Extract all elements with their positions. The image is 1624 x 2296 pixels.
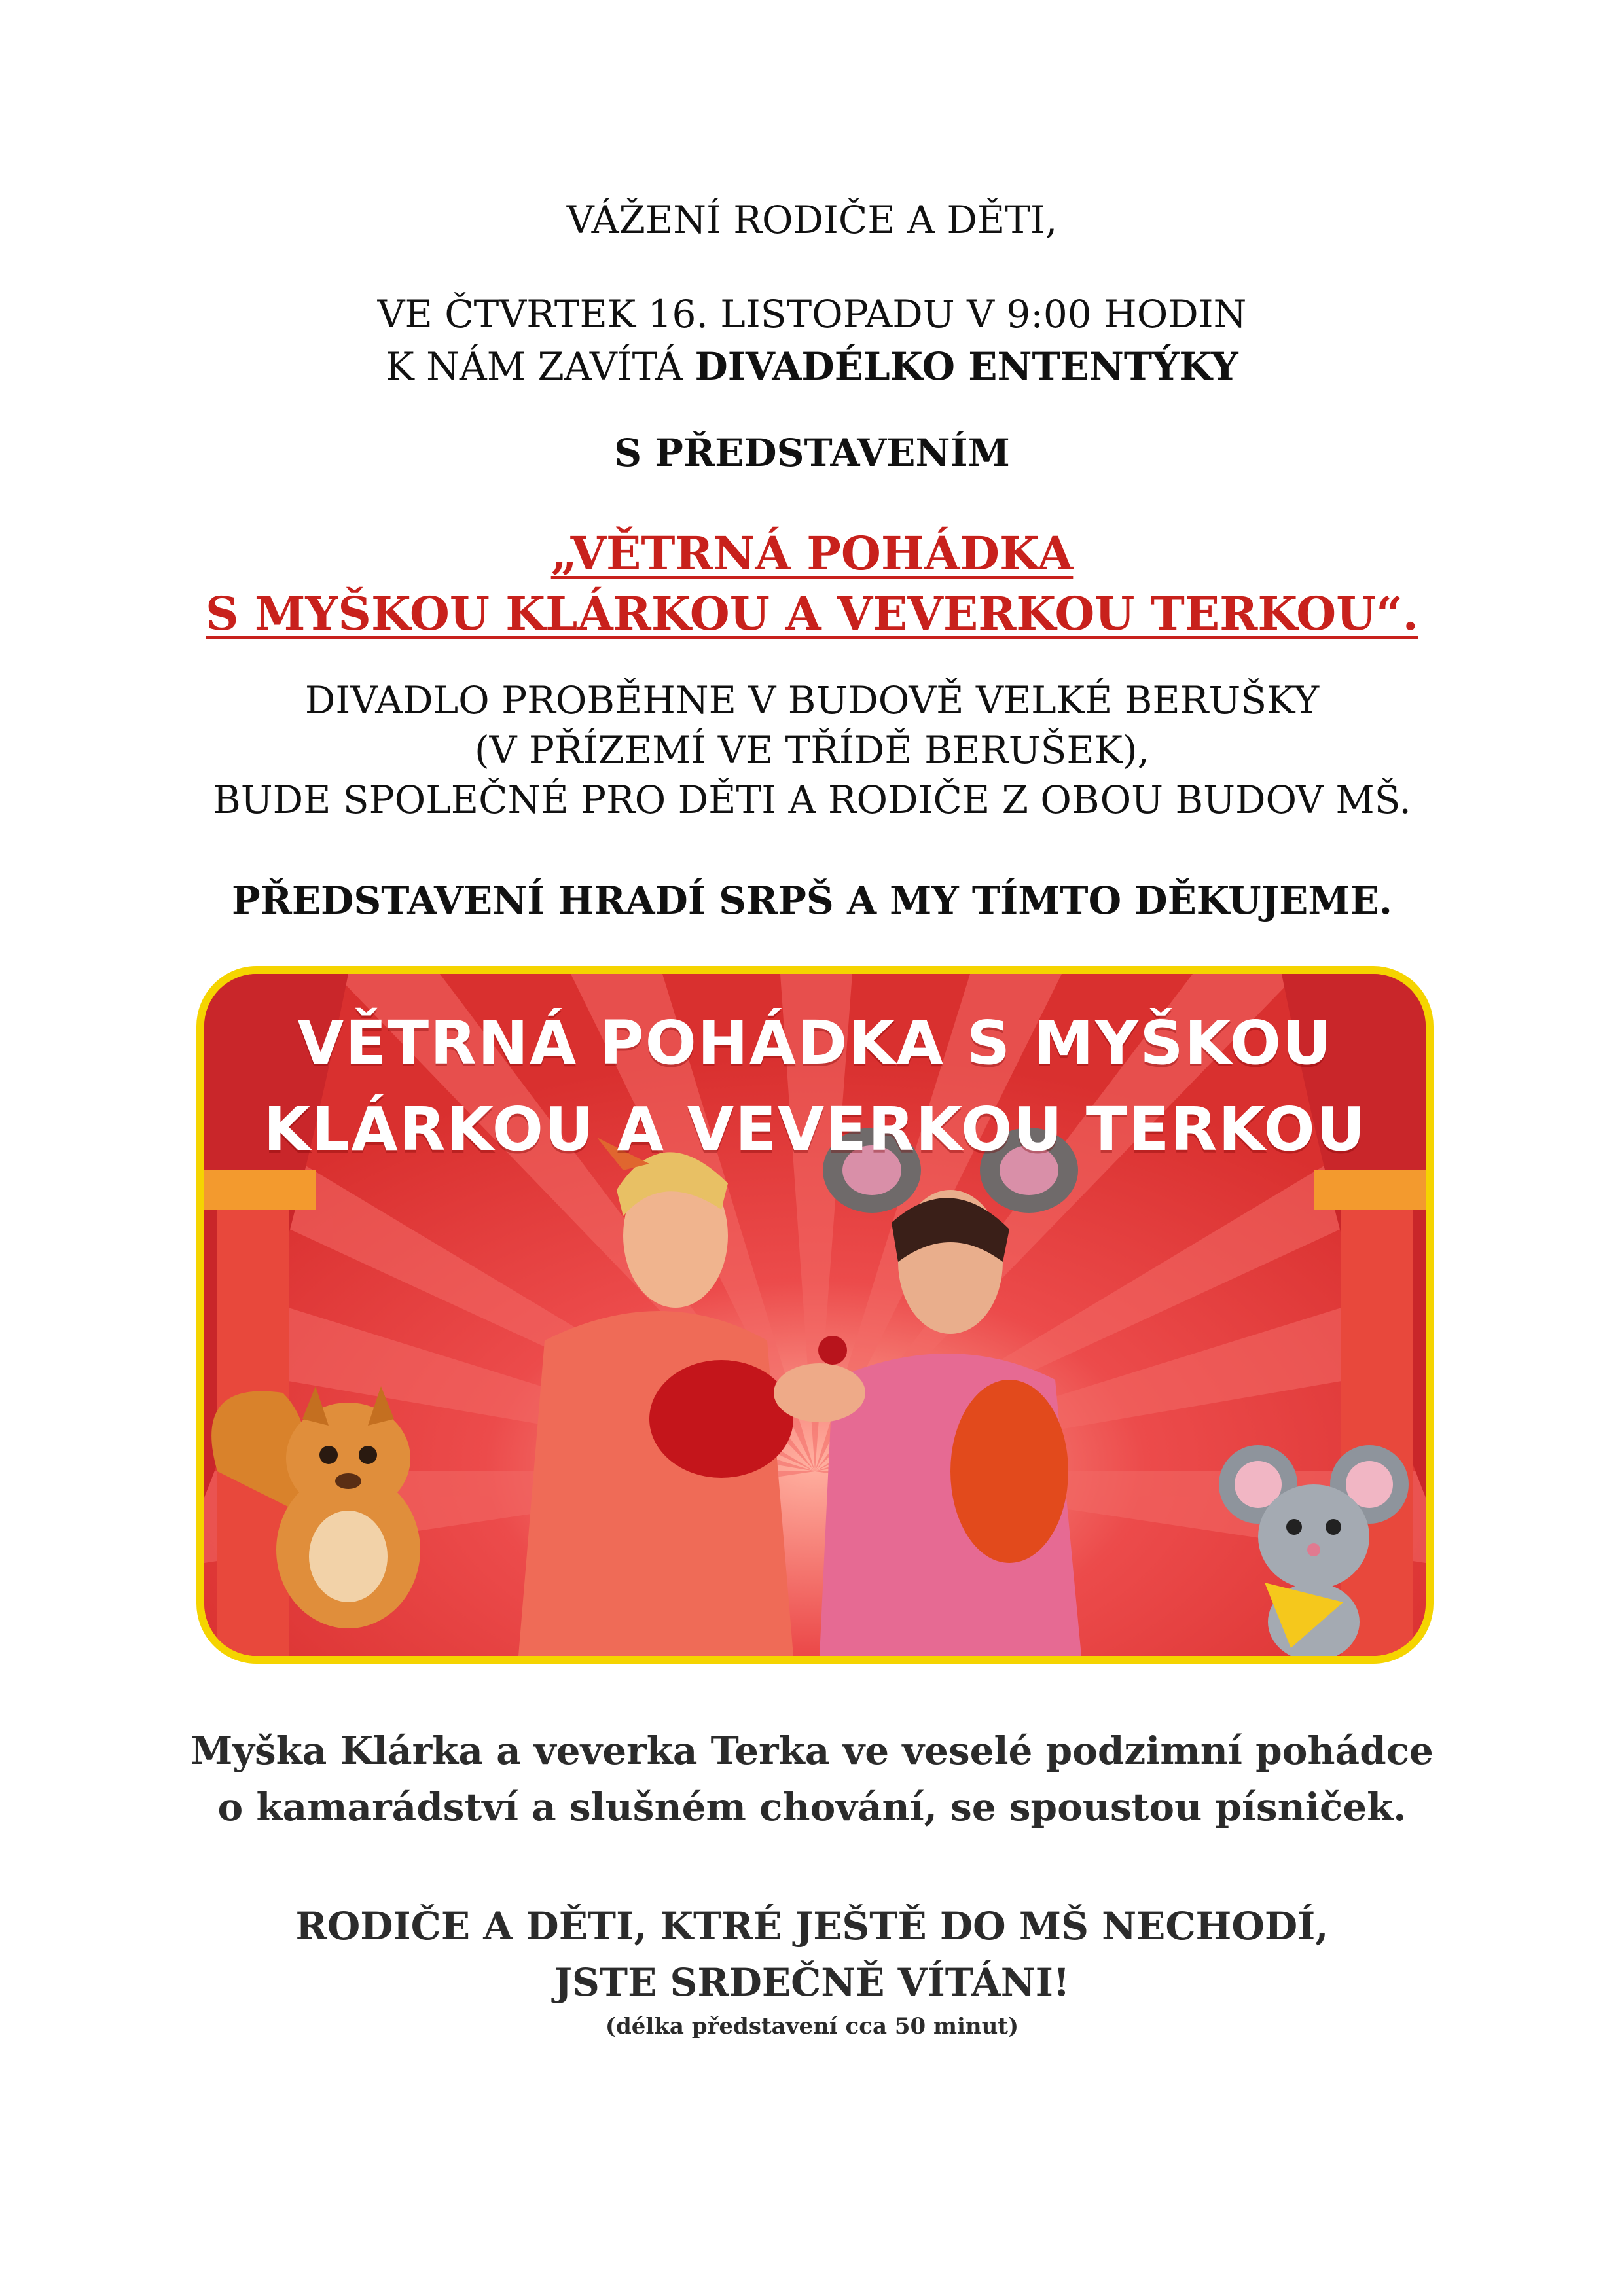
left-column-capital <box>204 1170 316 1210</box>
poster-title-line-1: VĚTRNÁ POHÁDKA S MYŠKOU <box>297 1008 1333 1078</box>
show-title <box>0 524 1624 644</box>
welcome-line-2: JSTE SRDEČNĚ VÍTÁNI! <box>554 1960 1070 2005</box>
sponsor-thanks <box>0 874 1624 927</box>
theatre-name: DIVADÉLKO ENTENTÝKY <box>695 344 1238 389</box>
welcome-line-1: RODIČE A DĚTI, KTRÉ JEŠTĚ DO MŠ NECHODÍ, <box>295 1904 1329 1948</box>
location-info <box>0 675 1624 825</box>
show-title-line-1: „VĚTRNÁ POHÁDKA <box>550 526 1074 581</box>
show-title-line-2: S MYŠKOU KLÁRKOU A VEVERKOU TERKOU“. <box>206 586 1418 641</box>
show-description <box>0 1723 1624 1835</box>
description-line-2: o kamarádství a slušném chování, se spoustou písniček. <box>217 1785 1407 1829</box>
right-column-capital <box>1314 1170 1426 1210</box>
location-line-3: BUDE SPOLEČNÉ PRO DĚTI A RODIČE Z OBOU BUDOV MŠ. <box>213 778 1411 822</box>
description-line-1: Myška Klárka a veverka Terka ve veselé podzimní pohádce <box>190 1729 1434 1773</box>
event-info <box>0 288 1624 393</box>
right-column <box>1341 1210 1413 1656</box>
location-line-1: DIVADLO PROBĚHNE V BUDOVĚ VELKÉ BERUŠKY <box>304 678 1320 723</box>
event-theatre-line <box>0 340 1624 393</box>
show-poster-image <box>196 966 1434 1664</box>
location-line-2: (V PŘÍZEMÍ VE TŘÍDĚ BERUŠEK), <box>474 728 1150 772</box>
poster-title <box>204 1000 1426 1173</box>
presentation-label <box>0 427 1624 479</box>
poster-title-line-2: KLÁRKOU A VEVERKOU TERKOU <box>263 1094 1367 1164</box>
greeting <box>0 194 1624 246</box>
event-date-line: VE ČTVRTEK 16. LISTOPADU V 9:00 HODIN <box>377 292 1247 336</box>
welcome-note <box>0 1898 1624 2011</box>
duration-text: (délka představení cca 50 minut) <box>605 2013 1019 2039</box>
sponsor-thanks-text: PŘEDSTAVENÍ HRADÍ SRPŠ A MY TÍMTO DĚKUJEME. <box>232 878 1392 923</box>
event-theatre-prefix: K NÁM ZAVÍTÁ <box>386 344 695 389</box>
greeting-text: VÁŽENÍ RODIČE A DĚTI, <box>566 198 1058 242</box>
presentation-label-text: S PŘEDSTAVENÍM <box>614 431 1010 475</box>
show-duration <box>0 2011 1624 2042</box>
